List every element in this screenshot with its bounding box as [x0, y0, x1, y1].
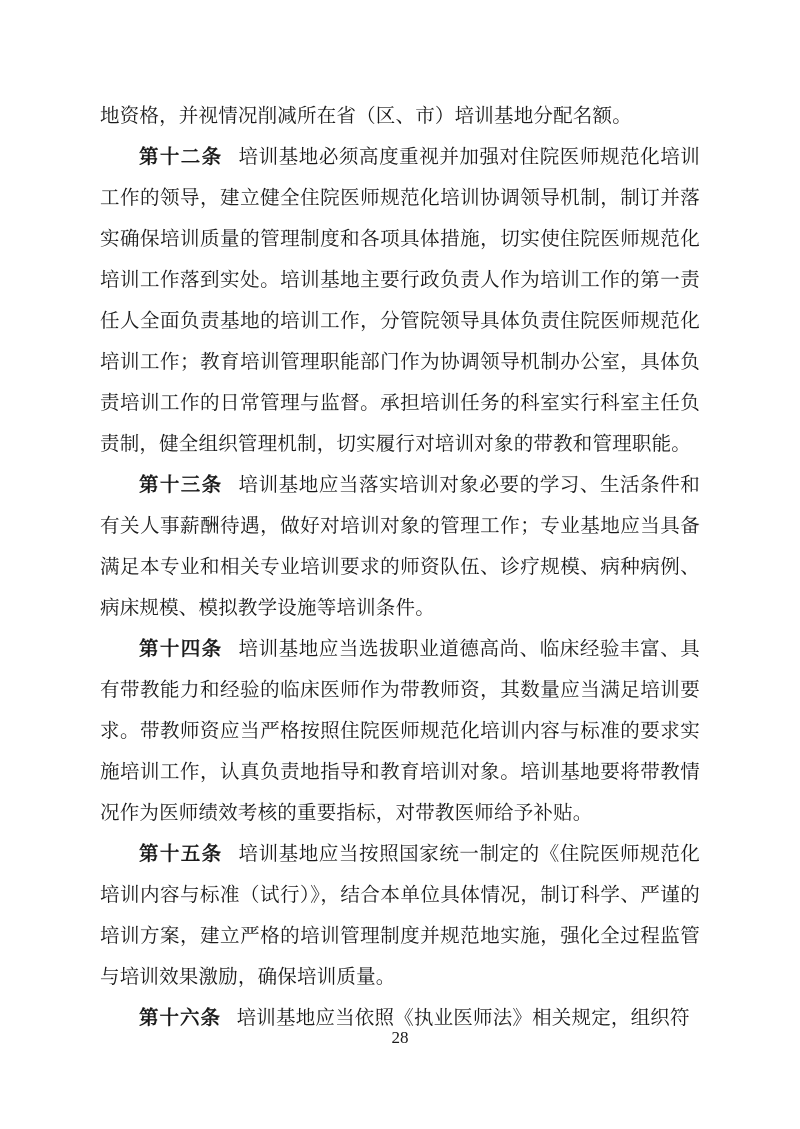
- article-label: 第十五条: [139, 844, 223, 865]
- article-13: [100, 465, 700, 629]
- paragraph-text: 培训基地应当落实培训对象必要的学习、生活条件和有关人事薪酬待遇，做好对培训对象的管理工作；专业基地应当具备满足本专业和相关专业培训要求的师资队伍、诊疗规模、病种病例、病床规模、模拟教学设施等培训条件。: [100, 475, 700, 619]
- article-label: 第十二条: [139, 147, 223, 168]
- paragraph-text: 培训基地应当按照国家统一制定的《住院医师规范化培训内容与标准（试行）》，结合本单位具体情况，制订科学、严谨的培训方案，建立严格的培训管理制度并规范地实施，强化全过程监管与培训效果激励，确保培训质量。: [100, 844, 700, 988]
- article-label: 第十四条: [139, 639, 223, 660]
- paragraph-text: 地资格，并视情况削减所在省（区、市）培训基地分配名额。: [100, 106, 632, 127]
- article-14: [100, 629, 700, 834]
- page-content: [100, 96, 700, 1039]
- paragraph-text: 培训基地必须高度重视并加强对住院医师规范化培训工作的领导，建立健全住院医师规范化培训协调领导机制，制订并落实确保培训质量的管理制度和各项具体措施，切实使住院医师规范化培训工作落到实处。培训基地主要行政负责人作为培训工作的第一责任人全面负责基地的培训工作，分管院领导具体负责住院医师规范化培训工作；教育培训管理职能部门作为协调领导机制办公室，具体负责培训工作的日常管理与监督。承担培训任务的科室实行科室主任负责制，健全组织管理机制，切实履行对培训对象的带教和管理职能。: [100, 147, 700, 455]
- article-label: 第十六条: [139, 1008, 222, 1029]
- article-label: 第十三条: [139, 475, 223, 496]
- article-12: [100, 137, 700, 465]
- article-15: [100, 834, 700, 998]
- paragraph-text: 培训基地应当依照《执业医师法》相关规定，组织符: [236, 1008, 690, 1029]
- paragraph-continuation: [100, 96, 700, 137]
- paragraph-text: 培训基地应当选拔职业道德高尚、临床经验丰富、具有带教能力和经验的临床医师作为带教师资，其数量应当满足培训要求。带教师资应当严格按照住院医师规范化培训内容与标准的要求实施培训工作，认真负责地指导和教育培训对象。培训基地要将带教情况作为医师绩效考核的重要指标，对带教医师给予补贴。: [100, 639, 700, 824]
- page-number: 28: [391, 1028, 409, 1047]
